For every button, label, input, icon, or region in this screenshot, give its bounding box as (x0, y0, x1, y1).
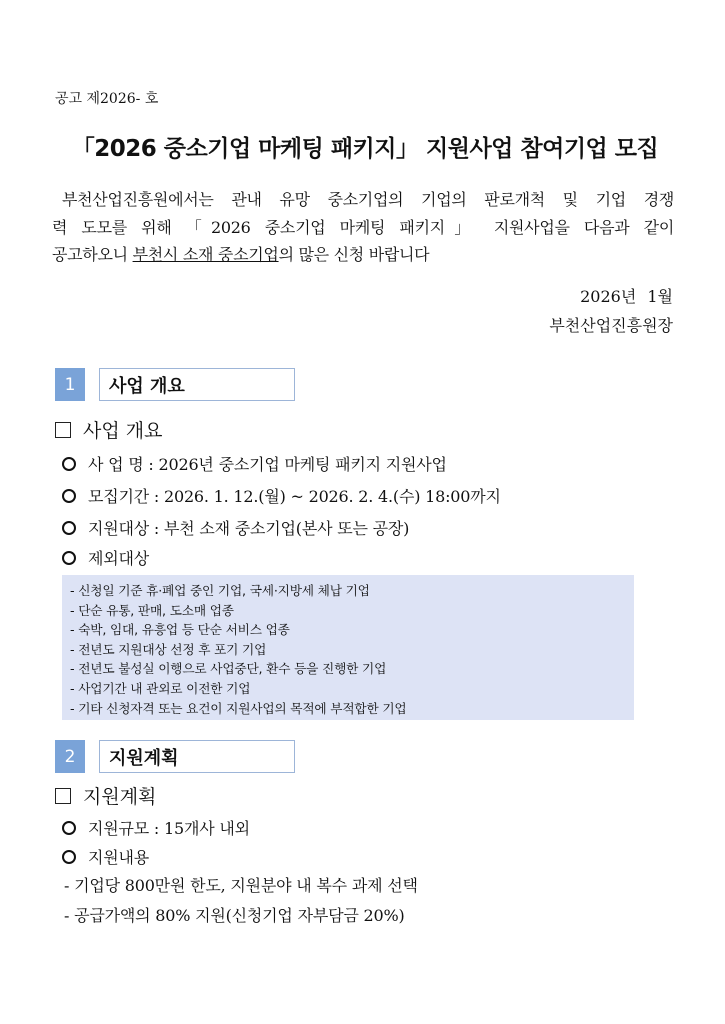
checkbox-square-icon (55, 422, 71, 438)
section-2-header (55, 740, 295, 773)
document-title: 「2026 중소기업 마케팅 패키지」 지원사업 참여기업 모집 (71, 136, 659, 162)
exclusion-item: - 신청일 기준 휴·폐업 중인 기업, 국세·지방세 체납 기업 (70, 583, 370, 598)
issuer-name: 부천산업진흥원장 (549, 316, 673, 335)
section-2-title: 지원계획 (99, 740, 295, 773)
exclusion-item: - 단순 유통, 판매, 도소매 업종 (70, 602, 234, 618)
support-detail: - 기업당 800만원 한도, 지원분야 내 복수 과제 선택 (64, 876, 418, 895)
notice-date: 2026년 1월 (580, 287, 673, 306)
intro-line-1: 부천산업진흥원에서는 관내 유망 중소기업의 기업의 판로개척 및 기업 경쟁 (62, 190, 674, 209)
section-2-subheading (55, 782, 156, 809)
section-1-subheading (55, 416, 162, 443)
section-1-item (62, 452, 447, 475)
section-1-item-text: 모집기간 : 2026. 1. 12.(월) ~ 2026. 2. 4.(수) 18:00까지 (88, 487, 501, 506)
exclusion-item: - 전년도 불성실 이행으로 사업중단, 환수 등을 진행한 기업 (70, 661, 387, 677)
circle-bullet-icon (62, 489, 76, 503)
exclusion-item: - 사업기간 내 관외로 이전한 기업 (70, 680, 251, 696)
section-1-number: 1 (55, 368, 85, 401)
section-1-item-text: 사 업 명 : 2026년 중소기업 마케팅 패키지 지원사업 (88, 455, 447, 474)
section-1-item (62, 516, 409, 539)
section-2-item-text: 지원규모 : 15개사 내외 (88, 819, 250, 838)
circle-bullet-icon (62, 521, 76, 535)
exclusion-item: - 기타 신청자격 또는 요건이 지원사업의 목적에 부적합한 기업 (70, 700, 407, 716)
section-2-number: 2 (55, 740, 85, 773)
exclusion-list-box (62, 575, 634, 720)
notice-number: 공고 제2026- 호 (55, 91, 159, 107)
intro-line-3 (52, 241, 674, 269)
section-2-item (62, 816, 250, 839)
section-2-item-text: 지원내용 (88, 848, 150, 867)
circle-bullet-icon (62, 551, 76, 565)
checkbox-square-icon (55, 788, 71, 804)
circle-bullet-icon (62, 457, 76, 471)
circle-bullet-icon (62, 821, 76, 835)
intro-paragraph (52, 186, 674, 269)
intro-line-2: 력 도모를 위해 「2026 중소기업 마케팅 패키지」 지원사업을 다음과 같이 (52, 217, 674, 237)
support-detail: - 공급가액의 80% 지원(신청기업 자부담금 20%) (64, 906, 405, 925)
section-1-item-text: 제외대상 (88, 549, 150, 568)
section-1-header (55, 368, 295, 401)
intro-line-3-prefix: 공고하오니 (52, 245, 133, 264)
section-1-title: 사업 개요 (99, 368, 295, 401)
section-1-item (62, 484, 501, 507)
section-2-subheading-label: 지원계획 (83, 786, 157, 808)
circle-bullet-icon (62, 850, 76, 864)
section-2-item (62, 845, 149, 868)
intro-line-3-suffix: 의 많은 신청 바랍니다 (278, 245, 430, 264)
exclusion-item: - 숙박, 임대, 유흥업 등 단순 서비스 업종 (70, 622, 290, 638)
exclusion-item: - 전년도 지원대상 선정 후 포기 기업 (70, 641, 267, 657)
section-1-item (62, 546, 149, 569)
section-1-subheading-label: 사업 개요 (83, 420, 163, 442)
section-1-item-text: 지원대상 : 부천 소재 중소기업(본사 또는 공장) (88, 519, 410, 538)
intro-line-3-underlined: 부천시 소재 중소기업 (132, 245, 279, 264)
